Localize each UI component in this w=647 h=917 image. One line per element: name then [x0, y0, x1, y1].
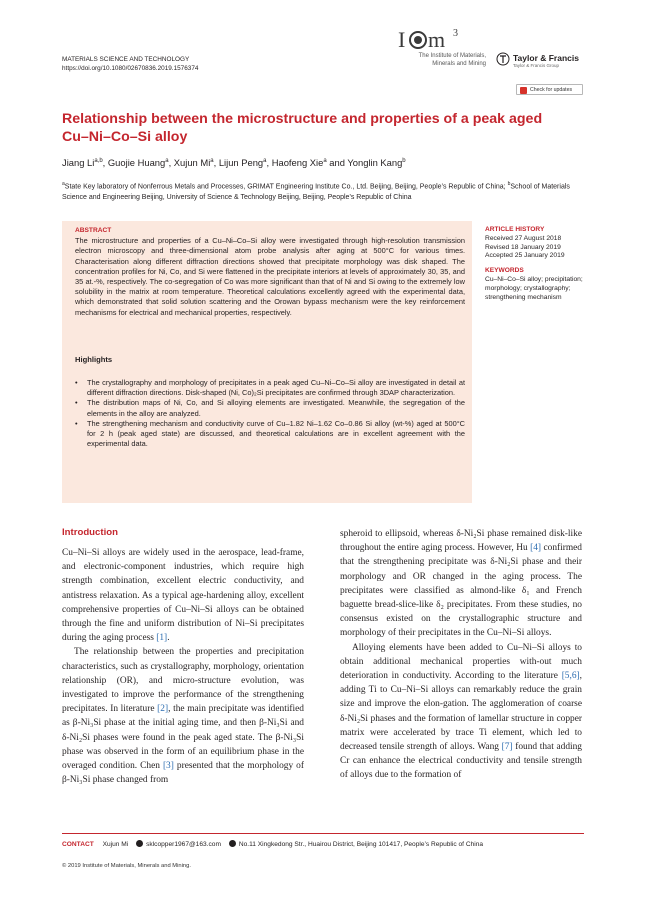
affil-b-text: School of Materials Science and Engineering Beijing, University of Science & Technology Beijing, Beijing, People’s Republic of China: [62, 183, 570, 202]
article-history-heading: ARTICLE HISTORY: [485, 226, 545, 233]
journal-name: MATERIALS SCIENCE AND TECHNOLOGY: [62, 56, 190, 63]
address-text: No.11 Xingkedong Str., Huairou District, Beijing 101417, People’s Republic of China: [238, 841, 484, 848]
check-for-updates-button[interactable]: [516, 84, 583, 95]
abstract-text: The microstructure and properties of a Cu–Ni–Co–Si alloy were investigated through high-resolution transmission electron microscopy and three-dimensional atom probe analysis after aging at 500°C for various times. Characterisation along different diffraction directions showed that precipitate morphology was disk shaped. The concentration profiles for Ni, Co, and Si were flattened in the precipitate interiors at levels of approximately 30, 35, and 35 at.-%, respectively. The co-segregation of Co was more significant than that of Ni and Si owing to the extremely low solubility in the matrix at room temperature. Theoretical calculations excellently agreed with the experimental data, which demonstrated that solid solution scattering and the Orowan bypass mechanism were the key reinforcement mechanisms for electrical and mechanical properties, respectively.: [75, 236, 465, 317]
author: Jiang Li: [62, 157, 95, 168]
check-for-updates-label: Check for updates: [530, 87, 573, 93]
svg-text:3: 3: [453, 28, 458, 39]
contact-label: CONTACT: [62, 841, 94, 848]
highlight-item: • The distribution maps of Ni, Co, and Si alloying elements are investigated. Meanwhile, the segregation of the elements in the alloy are analyzed.: [75, 398, 465, 418]
contact-line: [62, 840, 483, 848]
paragraph: [62, 645, 304, 787]
affil-a-sup: a: [62, 181, 65, 187]
keywords-text: Cu–Ni–Co–Si alloy; precipitation; morphology; crystallography; strengthening mechanism: [485, 275, 583, 301]
paragraph-text: .: [167, 633, 170, 644]
author-affil-sup: a,b: [94, 157, 103, 164]
body-column-right: [340, 527, 582, 783]
highlight-item: • The crystallography and morphology of precipitates in a peak aged Cu–Ni–Co–Si alloy are investigated in detail at different diffraction directions. Disk-shaped (Ni, Co)₂Si precipitates are confirmed through 3DAP characterization.: [75, 378, 465, 398]
highlights-list: [75, 378, 465, 449]
paragraph-text: spheroid to ellipsoid, whereas δ-Ni₂Si phase remained disk-like throughout the entire aging process. However, Hu: [340, 529, 582, 554]
contact-name: Xujun Mi: [102, 841, 129, 848]
paragraph-text: confirmed that the strengthening precipitate was δ-Ni₂Si phase and their morphology and OR changed in the aging process. The precipitates were classified as almond-like δ₁ and French baguette bread-slice-like δ₂ precipitates. From these studies, no consensus existed on the crystallographic structure and morphology of their precipitates in the Cu–Ni–Si alloys.: [340, 543, 582, 639]
authors-and: and: [329, 157, 345, 168]
accepted-date: Accepted 25 January 2019: [485, 252, 565, 260]
svg-text:m: m: [428, 27, 446, 51]
paragraph-text: , the main precipitate was identified as β-Ni₃Si phase at the initial aging time, and then β-Ni₃Si and δ-Ni₂Si phases were found in the peak aged state. The β-Ni₃Si phase was observed in the form of an equilibrium phase in the overaged condition. Chen: [62, 704, 304, 772]
publisher-block: [513, 53, 579, 68]
revised-date: Revised 18 January 2019: [485, 243, 561, 251]
iom-subtitle: [402, 53, 486, 68]
abstract: [75, 226, 465, 318]
affil-b-sup: b: [507, 181, 511, 187]
author-affil-sup: a: [165, 157, 169, 164]
citation-link[interactable]: [5,6]: [561, 671, 580, 682]
highlights-heading: Highlights: [75, 355, 113, 364]
citation-link[interactable]: [2]: [157, 704, 169, 715]
paragraph-text: Alloying elements have been added to Cu–Ni–Si alloys to obtain additional mechanical properties with-out much deterioration in conductivity. According to the literature: [340, 642, 582, 682]
citation-link[interactable]: [4]: [530, 543, 542, 554]
paragraph: [340, 641, 582, 783]
article-title: [62, 110, 582, 146]
iom3-logo: [398, 27, 490, 51]
svg-text:I: I: [398, 27, 406, 51]
email-icon: [136, 840, 143, 847]
iom-subtitle-line2: Minerals and Mining: [432, 60, 486, 67]
abstract-heading: ABSTRACT: [75, 227, 112, 234]
author-affil-sup: a: [210, 157, 214, 164]
received-date: Received 27 August 2018: [485, 234, 562, 242]
paragraph-text: found that adding Cr can enhance the electrical conductivity and tensile strength of alloys due to the formation of: [340, 742, 582, 781]
citation-link[interactable]: [7]: [501, 742, 513, 753]
paragraph-text: presented that the morphology of β-Ni₃Si phase changed from: [62, 761, 304, 786]
highlight-item: • The strengthening mechanism and conductivity curve of Cu–1.82 Ni–1.62 Co–0.86 Si alloy (wt-%) aged at 500°C for 2 h (peak aged state) are discussed, and theoretical calculations are in excellent agreement with the experimental data.: [75, 419, 465, 450]
citation-link[interactable]: [1]: [156, 633, 168, 644]
title-line1: Relationship between the microstructure and properties of a peak aged: [62, 111, 543, 127]
publisher-name: Taylor & Francis: [513, 53, 579, 63]
doi-link[interactable]: https://doi.org/10.1080/02670836.2019.1576374: [62, 65, 199, 72]
section-heading-introduction: Introduction: [62, 527, 118, 538]
author: Lijun Peng: [218, 157, 264, 168]
author: Xujun Mi: [173, 157, 211, 168]
citation-link[interactable]: [3]: [162, 761, 174, 772]
email-link[interactable]: sklcopper1967@163.com: [146, 841, 221, 848]
paragraph-text: , adding Ti to Cu–Ni–Si alloys can remarkably reduce the grain size and improve the elon-gation. The agglomeration of coarse δ-Ni₂Si phases and the formation of lamellar structure in copper matrix were accelerated by trace Ti element, which led to decreased tensile strength of alloys. Wang: [340, 671, 582, 753]
journal-header: [62, 55, 198, 73]
author-affil-sup: a: [323, 157, 327, 164]
body-column-left: [62, 527, 304, 787]
address-icon: [229, 840, 236, 847]
paragraph: [62, 546, 304, 645]
iom-subtitle-line1: The Institute of Materials,: [418, 53, 486, 59]
taylor-francis-icon: [496, 52, 510, 66]
author: Guojie Huang: [107, 157, 166, 168]
author: Yonglin Kang: [347, 157, 403, 168]
title-line2: Cu–Ni–Co–Si alloy: [62, 129, 188, 145]
keywords-heading: KEYWORDS: [485, 267, 524, 275]
publisher-sub: Taylor & Francis Group: [513, 63, 560, 68]
crossmark-icon: [520, 87, 527, 94]
author: Haofeng Xie: [271, 157, 324, 168]
author-affil-sup: b: [402, 157, 406, 164]
affiliations: [62, 179, 587, 203]
author-affil-sup: a: [263, 157, 267, 164]
paragraph-text: The relationship between the properties and precipitation characteristics, such as crystallography, morphology, orientation relationship (OR), and micro-structure evolution, was investigated to improve the performance of the strengthening precipitates. In literature: [62, 647, 304, 715]
affil-a-text: State Key laboratory of Nonferrous Metals and Processes, GRIMAT Engineering Institute Co., Ltd. Beijing, Beijing, People’s Republic of China;: [64, 183, 506, 191]
author-list: Jiang Li$^{a,b}$, Guojie Huang$^a$, Xujun Mi$^a$, Lijun Peng$^a$, Haofeng Xie$^a$ and Yonglin Kang$^b$: [62, 157, 406, 168]
paragraph-text: Cu–Ni–Si alloys are widely used in the aerospace, lead-frame, and electronic-component industries, which require high strength combination, excellent electric conductivity, and antistress relaxation. As a typical age-hardening alloy, excellent comprehensive properties of Cu–Ni–Si alloys can be obtained through the fine and uniform distribution of Ni–Si precipitates during the aging process: [62, 548, 304, 644]
paragraph: [340, 527, 582, 641]
footer-divider: [62, 833, 584, 834]
article-history-sidebar: [485, 226, 595, 302]
copyright: © 2019 Institute of Materials, Minerals and Mining.: [62, 863, 191, 869]
